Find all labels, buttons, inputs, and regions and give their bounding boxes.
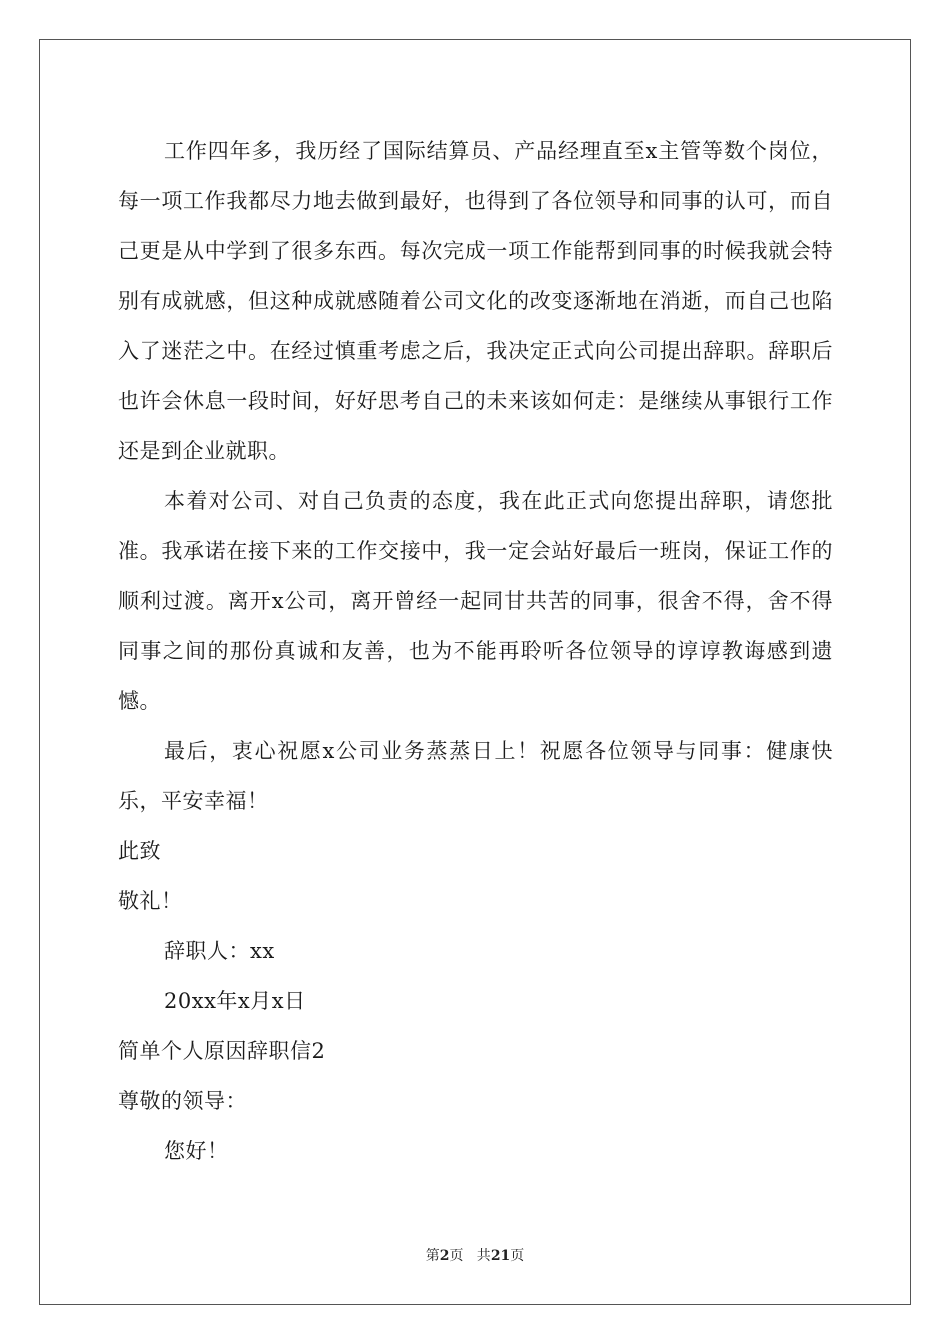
document-body bbox=[118, 126, 833, 1176]
paragraph-best-wishes: 最后，衷心祝愿x公司业务蒸蒸日上！祝愿各位领导与同事：健康快乐，平安幸福！ bbox=[118, 739, 833, 813]
next-letter-title: 简单个人原因辞职信2 bbox=[118, 1039, 326, 1063]
next-letter-salutation: 尊敬的领导： bbox=[118, 1089, 247, 1113]
signature-date: 20xx年x月x日 bbox=[164, 989, 306, 1013]
paragraph-resignation-request: 本着对公司、对自己负责的态度，我在此正式向您提出辞职，请您批准。我承诺在接下来的工作交接中，我一定会站好最后一班岗，保证工作的顺利过渡。离开x公司，离开曾经一起同甘共苦的同事，很舍不得，舍不得同事之间的那份真诚和友善，也为不能再聆听各位领导的谆谆教诲感到遗憾。 bbox=[118, 489, 833, 713]
signature-name: 辞职人：xx bbox=[164, 939, 275, 963]
closing-line-2: 敬礼！ bbox=[118, 889, 183, 913]
footer-prefix: 第 bbox=[425, 1248, 440, 1264]
footer-total-pages: 21 bbox=[490, 1248, 511, 1264]
next-letter-greeting: 您好！ bbox=[164, 1139, 229, 1163]
page-footer bbox=[0, 1246, 950, 1266]
footer-suffix: 页 bbox=[510, 1248, 525, 1264]
footer-mid: 页 共 bbox=[449, 1248, 491, 1264]
closing-line-1: 此致 bbox=[118, 839, 161, 863]
footer-page-number: 2 bbox=[439, 1248, 450, 1264]
paragraph-work-history: 工作四年多，我历经了国际结算员、产品经理直至x主管等数个岗位，每一项工作我都尽力地去做到最好，也得到了各位领导和同事的认可，而自己更是从中学到了很多东西。每次完成一项工作能帮到同事的时候我就会特别有成就感，但这种成就感随着公司文化的改变逐渐地在消逝，而自己也陷入了迷茫之中。在经过慎重考虑之后，我决定正式向公司提出辞职。辞职后也许会休息一段时间，好好思考自己的未来该如何走：是继续从事银行工作还是到企业就职。 bbox=[118, 139, 833, 463]
